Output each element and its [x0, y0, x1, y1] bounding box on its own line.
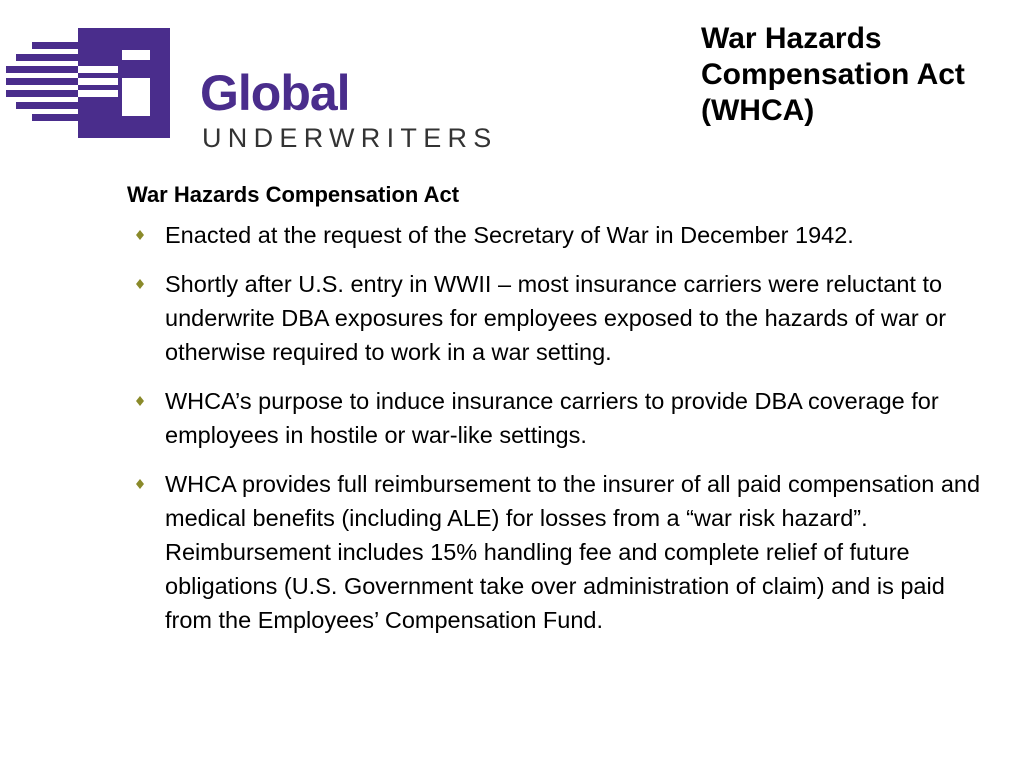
- diamond-bullet-icon: [136, 479, 144, 489]
- bullet-text: Enacted at the request of the Secretary of War in December 1942.: [165, 222, 854, 248]
- list-item: [127, 267, 997, 369]
- bullet-text: WHCA provides full reimbursement to the insurer of all paid compensation and medical benefits (including ALE) for losses from a “war risk hazard”. Reimbursement includes 15% handling fee and complete relief of future obligations (U.S. Government take over administration of claim) and is paid from the Employees’ Compensation Fund.: [165, 471, 981, 633]
- section-heading: War Hazards Compensation Act: [127, 182, 460, 207]
- list-item: [127, 384, 997, 452]
- diamond-bullet-icon: [136, 396, 144, 406]
- logo-subtitle: UNDERWRITERS: [202, 123, 498, 153]
- bullet-text: WHCA’s purpose to induce insurance carriers to provide DBA coverage for employees in hostile or war-like settings.: [165, 388, 939, 448]
- logo-wordmark: Global: [200, 65, 350, 121]
- list-item: [127, 218, 997, 252]
- global-g-emblem-icon: [6, 28, 181, 143]
- diamond-bullet-icon: [136, 230, 144, 240]
- slide-content: [127, 180, 997, 652]
- bullet-text: Shortly after U.S. entry in WWII – most insurance carriers were reluctant to underwrite DBA exposures for employees exposed to the hazards of war or otherwise required to work in a war setting.: [165, 271, 947, 365]
- slide-title: War Hazards Compensation Act (WHCA): [701, 22, 965, 127]
- list-item: [127, 467, 997, 637]
- global-underwriters-logo: [6, 28, 506, 153]
- bullet-list: [127, 218, 997, 637]
- diamond-bullet-icon: [136, 279, 144, 289]
